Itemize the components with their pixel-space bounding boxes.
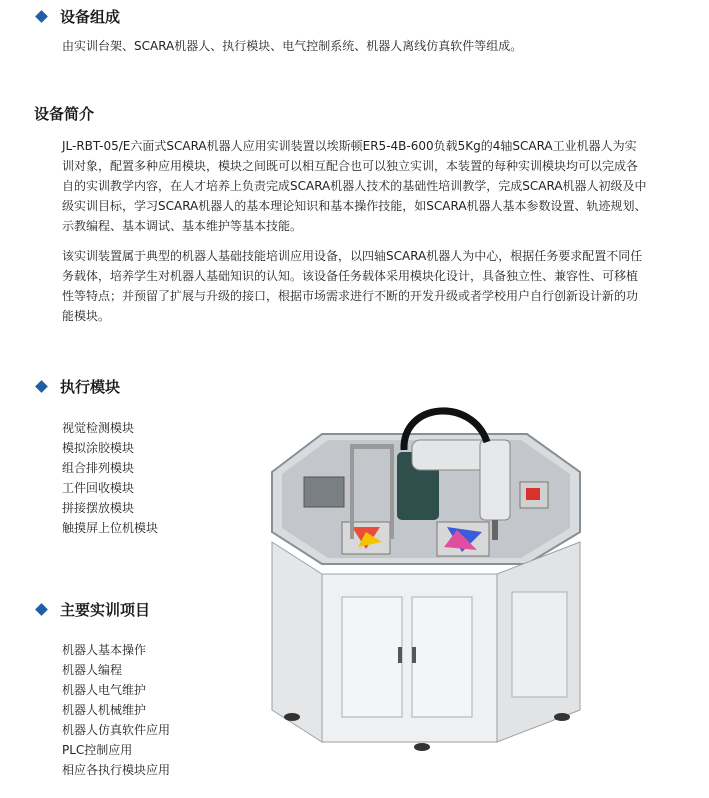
training-list — [62, 640, 170, 780]
list-item: PLC控制应用 — [62, 743, 133, 757]
section-title: 执行模块 — [60, 378, 121, 396]
list-item: 相应各执行模块应用 — [62, 763, 171, 777]
list-item: 组合排列模块 — [62, 461, 135, 475]
section-heading-intro — [34, 103, 94, 124]
list-item: 工件回收模块 — [62, 481, 135, 495]
list-item: 机器人编程 — [62, 663, 123, 677]
modules-list — [62, 418, 158, 538]
list-item: 拼接摆放模块 — [62, 501, 135, 515]
list-item: 模拟涂胶模块 — [62, 441, 135, 455]
scara-training-station-image — [262, 392, 592, 762]
intro-paragraph-1: JL-RBT-05/E六面式SCARA机器人应用实训装置以埃斯顿ER5-4B-600负载5Kg的4轴SCARA工业机器人为实训对象，配置多种应用模块，模块之间既可以相互配合也可以独立实训，本装置的每种实训模块均可以完成各自的实训教学内容，在人才培养上负责完成SCARA机器人技术的基础性培训教学，完成SCARA机器人初级及中级实训目标，学习SCARA机器人的基本理论知识和基本操作技能，如SCARA机器人基本参数设置、轨迹规划、示教编程、基本调试、基本维护等基本技能。 — [62, 139, 647, 233]
composition-text: 由实训台架、SCARA机器人、执行模块、电气控制系统、机器人离线仿真软件等组成。 — [62, 39, 523, 53]
section-title: 设备简介 — [34, 105, 95, 123]
intro-paragraph-2: 该实训装置属于典型的机器人基础技能培训应用设备，以四轴SCARA机器人为中心，根据任务要求配置不同任务载体，培养学生对机器人基础知识的认知。该设备任务载体采用模块化设计，具备独立性、兼容性、可移植性等特点；并预留了扩展与升级的接口，根据市场需求进行不断的开发升级或者学校用户自行创新设计新的功能模块。 — [62, 249, 643, 323]
diamond-bullet-icon — [35, 603, 48, 616]
list-item: 机器人电气维护 — [62, 683, 147, 697]
diamond-bullet-icon — [35, 380, 48, 393]
list-item: 机器人基本操作 — [62, 643, 147, 657]
section-title: 设备组成 — [60, 8, 121, 26]
diamond-bullet-icon — [35, 10, 48, 23]
list-item: 触摸屏上位机模块 — [62, 521, 159, 535]
section-heading-composition — [34, 6, 120, 27]
list-item: 视觉检测模块 — [62, 421, 135, 435]
section-heading-training — [34, 599, 150, 620]
list-item: 机器人机械维护 — [62, 703, 147, 717]
list-item: 机器人仿真软件应用 — [62, 723, 171, 737]
section-title: 主要实训项目 — [60, 601, 151, 619]
section-heading-modules — [34, 376, 120, 397]
